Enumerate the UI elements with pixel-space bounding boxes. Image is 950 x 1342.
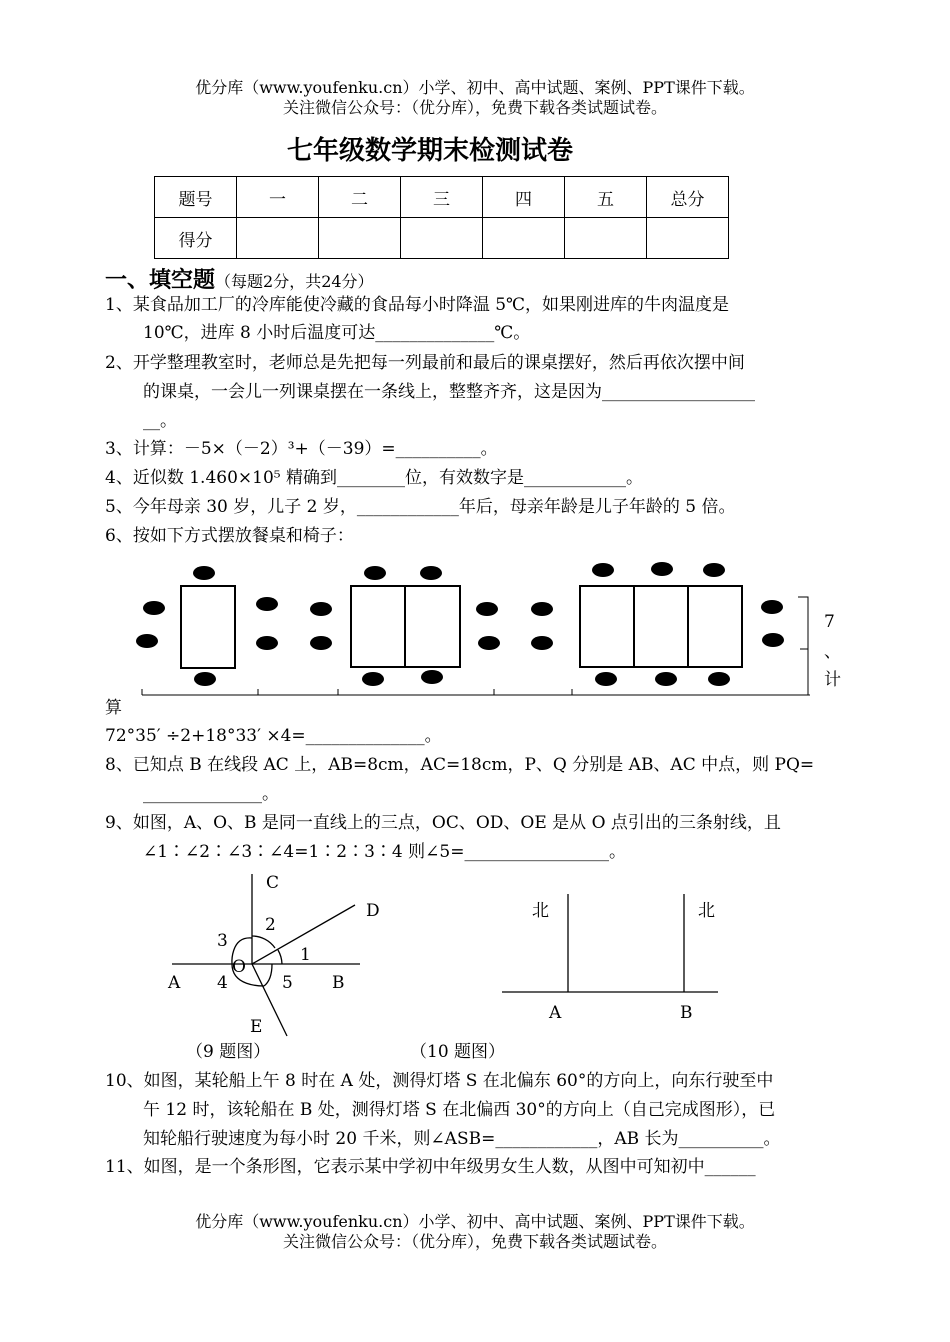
- figure-10-caption: （10 题图）: [410, 1042, 506, 1062]
- label-a: A: [168, 973, 181, 993]
- section-title: [105, 263, 374, 294]
- chair-icon: [310, 636, 332, 650]
- chair-icon: [595, 672, 617, 686]
- question-11-line-1: 11、如图，是一个条形图，它表示某中学初中年级男女生人数，从图中可知初中______: [105, 1157, 756, 1177]
- chair-icon: [194, 672, 216, 686]
- table-icon: [580, 586, 742, 667]
- figure-9: [160, 868, 400, 1068]
- footer-line-2: 关注微信公众号：（优分库），免费下载各类试题试卷。: [282, 1232, 667, 1251]
- question-10-line-1: 10、如图，某轮船上午 8 时在 A 处，测得灯塔 S 在北偏东 60°的方向上，向东行驶至中: [105, 1071, 774, 1091]
- figure-10: [490, 880, 730, 1030]
- label-5: 5: [282, 973, 293, 993]
- angle-arc-5: [264, 964, 272, 986]
- page-title: 七年级数学期末检测试卷: [286, 136, 573, 166]
- header-line-1: 优分库（www.youfenku.cn）小学、初中、高中试题、案例、PPT课件下载。: [195, 78, 755, 97]
- label-a: A: [549, 1003, 562, 1023]
- chair-icon: [420, 566, 442, 580]
- question-6: 6、按如下方式摆放餐桌和椅子：: [105, 526, 354, 546]
- question-9-line-2: ∠1∶∠2∶∠3∶∠4=1∶2∶3∶4 则∠5=_________________。: [143, 842, 626, 862]
- chair-icon: [703, 563, 725, 577]
- label-2: 2: [265, 915, 276, 935]
- chair-icon: [761, 600, 783, 614]
- question-5: 5、今年母亲 30 岁，儿子 2 岁，____________年后，母亲年龄是儿子年龄的 5 倍。: [105, 497, 736, 517]
- chair-icon: [136, 634, 158, 648]
- question-1-line-1: 1、某食品加工厂的冷库能使冷藏的食品每小时降温 5℃，如果刚进库的牛肉温度是: [105, 295, 730, 315]
- table-cell: 总分: [647, 177, 729, 218]
- section-title-text: 一、填空题: [105, 268, 216, 293]
- table-cell: 二: [319, 177, 401, 218]
- chair-icon: [708, 672, 730, 686]
- chair-icon: [310, 602, 332, 616]
- chair-icon: [592, 563, 614, 577]
- question-7-side-1: 7: [824, 612, 835, 632]
- table-icon: [181, 586, 235, 668]
- label-d: D: [366, 901, 380, 921]
- label-3: 3: [217, 931, 228, 951]
- question-4: 4、近似数 1.460×10⁵ 精确到________位，有效数字是____________。: [105, 468, 643, 488]
- question-1-line-2: 10℃，进库 8 小时后温度可达______________℃。: [143, 323, 531, 343]
- table-cell: 三: [401, 177, 483, 218]
- chair-icon: [143, 601, 165, 615]
- score-table-header-row: [155, 177, 729, 218]
- angle-arc-1: [278, 950, 282, 964]
- chair-icon: [256, 597, 278, 611]
- score-input-cell[interactable]: [647, 218, 729, 259]
- chair-icon: [531, 636, 553, 650]
- question-10-line-3: 知轮船行驶速度为每小时 20 千米，则∠ASB=____________，AB 长为__________。: [143, 1129, 781, 1149]
- tables-chairs-figure: [130, 555, 820, 705]
- question-8-line-2: ______________。: [143, 784, 279, 804]
- table-cell: 四: [483, 177, 565, 218]
- score-input-cell[interactable]: [319, 218, 401, 259]
- question-7-line-2: 72°35′ ÷2+18°33′ ×4=______________。: [105, 726, 442, 746]
- chair-icon: [476, 602, 498, 616]
- score-table-score-row: [155, 218, 729, 259]
- question-2-line-1: 2、开学整理教室时，老师总是先把每一列最前和最后的课桌摆好，然后再依次摆中间: [105, 353, 745, 373]
- label-e: E: [250, 1017, 263, 1037]
- question-7-line-1: 算: [105, 698, 122, 718]
- footer-line-1: 优分库（www.youfenku.cn）小学、初中、高中试题、案例、PPT课件下载。: [195, 1212, 755, 1231]
- question-3: 3、计算：－5×（－2）³+（－39）=__________。: [105, 439, 498, 459]
- chair-icon: [256, 636, 278, 650]
- question-10-line-2: 午 12 时，该轮船在 B 处，测得灯塔 S 在北偏西 30°的方向上（自己完成图形），已: [143, 1100, 776, 1120]
- score-input-cell[interactable]: [565, 218, 647, 259]
- chair-icon: [362, 672, 384, 686]
- label-c: C: [266, 873, 280, 893]
- label-4: 4: [217, 973, 228, 993]
- chair-icon: [531, 602, 553, 616]
- table-cell: 一: [237, 177, 319, 218]
- question-2-line-2: 的课桌，一会儿一列课桌摆在一条线上，整整齐齐，这是因为__________________: [143, 382, 755, 402]
- chair-icon: [193, 566, 215, 580]
- figure-9-caption: （9 题图）: [186, 1042, 271, 1062]
- chair-icon: [651, 562, 673, 576]
- chair-icon: [421, 670, 443, 684]
- label-1: 1: [300, 945, 311, 965]
- score-input-cell[interactable]: [237, 218, 319, 259]
- header-line-2: 关注微信公众号：（优分库），免费下载各类试题试卷。: [282, 98, 667, 117]
- question-2-line-3: __。: [143, 411, 177, 431]
- question-9-line-1: 9、如图，A、O、B 是同一直线上的三点，OC、OD、OE 是从 O 点引出的三条射线，且: [105, 813, 781, 833]
- chair-icon: [478, 636, 500, 650]
- label-b: B: [680, 1003, 693, 1023]
- chair-icon: [655, 672, 677, 686]
- score-input-cell[interactable]: [401, 218, 483, 259]
- score-table: [154, 176, 729, 259]
- question-7-side-3: 计: [824, 670, 841, 690]
- label-o: O: [232, 957, 246, 977]
- chair-icon: [364, 566, 386, 580]
- chair-icon: [762, 633, 784, 647]
- label-north-left: 北: [532, 901, 549, 921]
- score-input-cell[interactable]: [483, 218, 565, 259]
- table-cell: 得分: [155, 218, 237, 259]
- question-8-line-1: 8、已知点 B 在线段 AC 上，AB=8cm，AC=18cm，P、Q 分别是 AB、AC 中点，则 PQ=: [105, 755, 815, 775]
- table-cell: 题号: [155, 177, 237, 218]
- label-north-right: 北: [698, 901, 715, 921]
- section-note: （每题2分，共24分）: [215, 272, 374, 291]
- table-cell: 五: [565, 177, 647, 218]
- angle-arc-2: [252, 936, 275, 948]
- label-b: B: [332, 973, 345, 993]
- question-7-side-2: 、: [824, 642, 841, 662]
